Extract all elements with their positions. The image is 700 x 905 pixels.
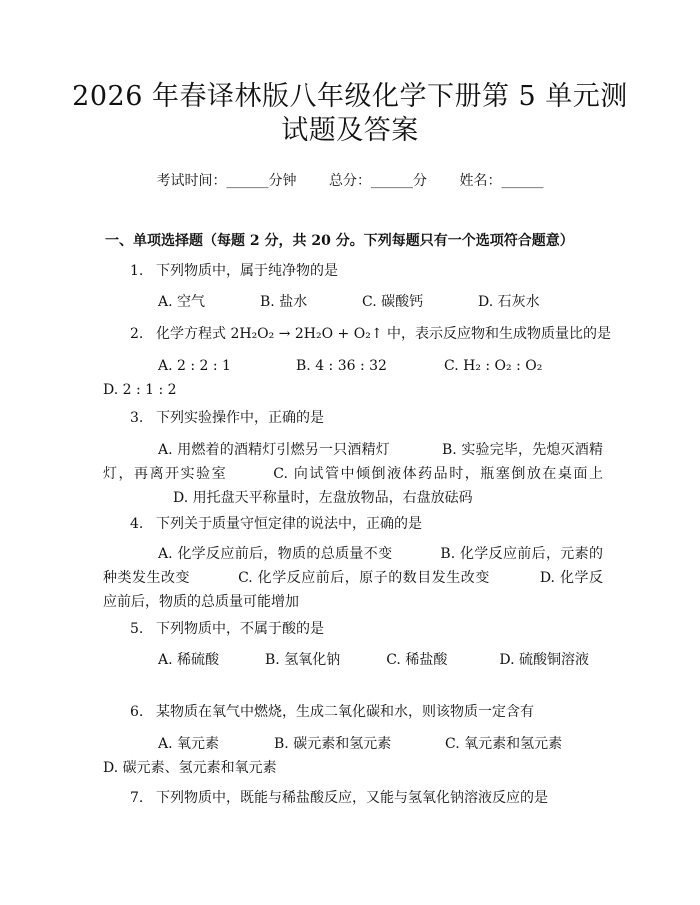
option-c: C. 化学反应前后，原子的数目发生改变 (238, 570, 490, 586)
option-d: D. 石灰水 (478, 294, 540, 310)
question-number: 5. (130, 621, 144, 637)
question-text: 下列物质中，属于纯净物的是 (156, 263, 338, 279)
option-c: C. 氧元素和氢元素 (445, 736, 563, 752)
option-d: D. 碳元素、氢元素和氧元素 (103, 760, 277, 776)
exam-time-field: 考试时间：______分钟 (156, 173, 297, 189)
question-4-options (103, 542, 603, 614)
question-text: 某物质在氧气中燃烧，生成二氧化碳和水，则该物质一定含有 (156, 704, 534, 720)
option-b: B. 氢氧化钠 (265, 652, 341, 668)
option-b: B. 盐水 (260, 294, 308, 310)
option-c: C. H₂ : O₂ : O₂ (444, 358, 543, 374)
option-a: A. 2 : 2 : 1 (158, 358, 231, 374)
section-heading: 一、单项选择题（每题 2 分，共 20 分。下列每题只有一个选项符合题意） (105, 233, 574, 249)
question-5-options (103, 648, 603, 672)
question-6 (130, 700, 534, 724)
exam-meta (0, 170, 700, 190)
option-a: A. 稀硫酸 (158, 652, 220, 668)
question-text: 下列物质中，既能与稀盐酸反应，又能与氢氧化钠溶液反应的是 (156, 790, 548, 806)
title-line-1: 2026 年春译林版八年级化学下册第 5 单元测 (72, 81, 628, 112)
option-b: B. 碳元素和氢元素 (274, 736, 392, 752)
question-1 (130, 259, 338, 283)
question-number: 1. (130, 263, 144, 279)
question-number: 4. (130, 516, 144, 532)
option-c: C. 稀盐酸 (386, 652, 448, 668)
option-d: D. 化学反应前后，物质的总质量可能增加 (103, 570, 603, 610)
page-title (60, 80, 640, 148)
option-c: C. 向试管中倾倒液体药品时，瓶塞倒放在桌面上 (273, 466, 603, 482)
question-number: 3. (130, 410, 144, 426)
student-name-field: 姓名：______ (459, 173, 544, 189)
question-number: 6. (130, 704, 144, 720)
question-text: 化学方程式 2H₂O₂ → 2H₂O + O₂↑ 中，表示反应物和生成物质量比的是 (156, 326, 612, 342)
question-3 (130, 406, 324, 430)
question-7 (130, 786, 548, 810)
option-a: A. 用燃着的酒精灯引燃另一只酒精灯 (158, 442, 390, 458)
title-line-2: 试题及答案 (281, 115, 419, 146)
question-text: 下列关于质量守恒定律的说法中，正确的是 (156, 516, 422, 532)
option-a: A. 氧元素 (158, 736, 220, 752)
question-5 (130, 617, 324, 641)
total-score-field: 总分：______分 (329, 173, 427, 189)
question-3-options (103, 438, 603, 510)
question-text: 下列物质中，不属于酸的是 (156, 621, 324, 637)
option-b: B. 4 : 36 : 32 (296, 358, 387, 374)
question-text: 下列实验操作中，正确的是 (156, 410, 324, 426)
question-2 (130, 322, 611, 346)
option-d: D. 2 : 1 : 2 (103, 382, 177, 398)
option-b: B. 化学反应前后，元素的种类发生改变 (103, 546, 603, 586)
option-d: D. 硫酸铜溶液 (499, 652, 589, 668)
question-number: 2. (130, 326, 144, 342)
question-4 (130, 512, 422, 536)
option-a: A. 化学反应前后，物质的总质量不变 (158, 546, 393, 562)
option-c: C. 碳酸钙 (362, 294, 424, 310)
option-b: B. 实验完毕，先熄灭酒精灯，再离开实验室 (103, 442, 603, 482)
option-a: A. 空气 (158, 294, 206, 310)
question-number: 7. (130, 790, 144, 806)
option-d: D. 用托盘天平称量时，左盘放物品，右盘放砝码 (173, 490, 473, 506)
